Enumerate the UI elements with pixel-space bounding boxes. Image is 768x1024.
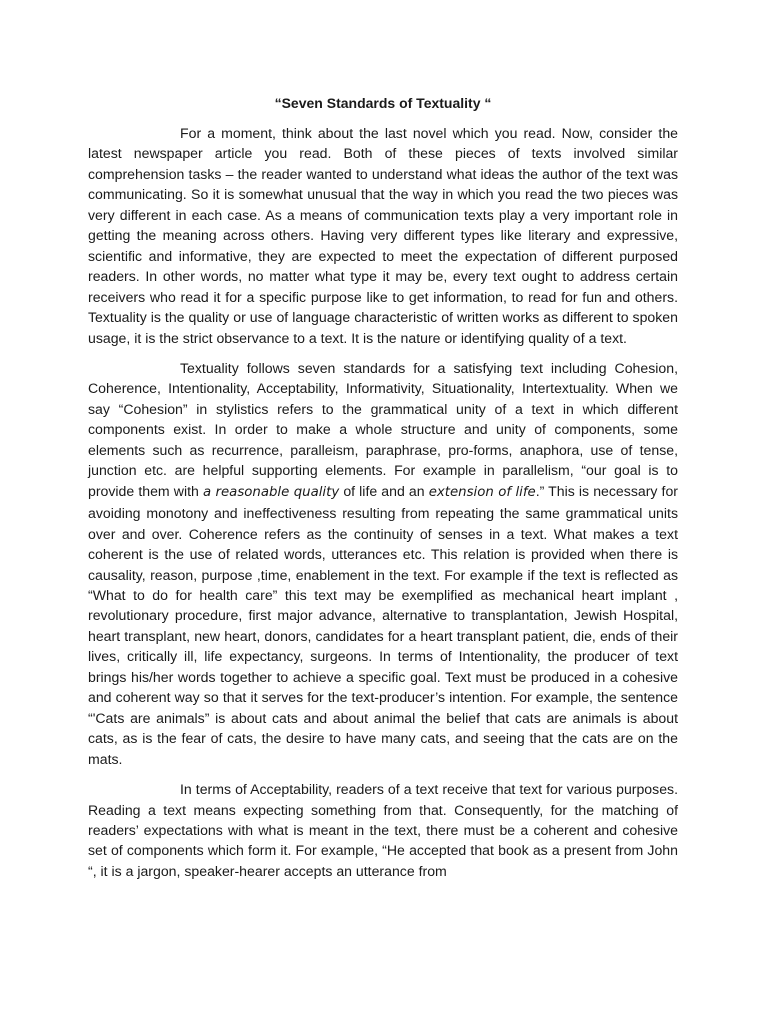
paragraph-2-italic-b: extension of life	[428, 484, 536, 500]
document-body	[88, 93, 678, 881]
paragraph-3: In terms of Acceptability, readers of a text receive that text for various purposes. Reading a text means expecting something from that. Consequently, for the matching of readers’ expectations with what is meant in the text, there must be a coherent and cohesive set of components which form it. For example, “He accepted that book as a present from John “, it is a jargon, speaker-hearer accepts an utterance from	[88, 781, 678, 879]
paragraph-2-text-c: .” This is necessary for avoiding monotony and ineffectiveness resulting from repeating the same grammatical units over and over. Coherence refers as the continuity of senses in a text. What makes a text coherent is the use of related words, utterances etc. This relation is provided when there is causality, reason, purpose ,time, enablement in the text. For example if the text is reflected as “What to do for health care” this text may be exemplified as mechanical heart implant , revolutionary procedure, first major advance, alternative to transplantation, Jewish Hospital, heart transplant, new heart, donors, candidates for a heart transplant patient, die, ends of their lives, critically ill, life expectancy, surgeons. In terms of Intentionality, the producer of text brings his/her words together to achieve a specific goal. Text must be produced in a cohesive and coherent way so that it serves for the text-producer’s intention. For example, the sentence “'Cats are animals” is about cats and about animal the belief that cats are animals is about cats, as is the fear of cats, the desire to have many cats, and seeing that the cats are on the mats.	[88, 482, 679, 767]
paragraph-1: For a moment, think about the last novel which you read. Now, consider the latest newspaper article you read. Both of these pieces of texts involved similar comprehension tasks – the reader wanted to understand what ideas the author of the text was communicating. So it is somewhat unusual that the way in which you read the two pieces was very different in each case. As a means of communication texts play a very important role in getting the meaning across others. Having very different types like literary and expressive, scientific and informative, they are expected to meet the expectation of different purposed readers. In other words, no matter what type it may be, every text ought to address certain receivers who read it for a specific purpose like to get information, to read for fun and others. Textuality is the quality or use of language characteristic of written works as different to spoken usage, it is the strict observance to a text. It is the nature or identifying quality of a text.	[88, 125, 678, 346]
paragraph-2	[88, 358, 678, 769]
paragraph-2-text-b: of life and an	[339, 482, 429, 499]
paragraph-2-italic-a: a reasonable quality	[202, 484, 340, 500]
paragraph-2-text-a: Textuality follows seven standards for a satisfying text including Cohesion, Coherence, Intentionality, Acceptability, Informativity, Situationality, Intertextuality. When we say “Cohesion” in stylistics refers to the grammatical unity of a text in which different components exist. In order to make a whole structure and unity of components, some elements such as recurrence, paralleism, paraphrase, pro-forms, anaphora, use of tense, junction etc. are helpful supporting elements. For example in parallelism, “our goal is to provide them with	[88, 359, 678, 499]
document-title: “Seven Standards of Textuality “	[274, 95, 492, 111]
